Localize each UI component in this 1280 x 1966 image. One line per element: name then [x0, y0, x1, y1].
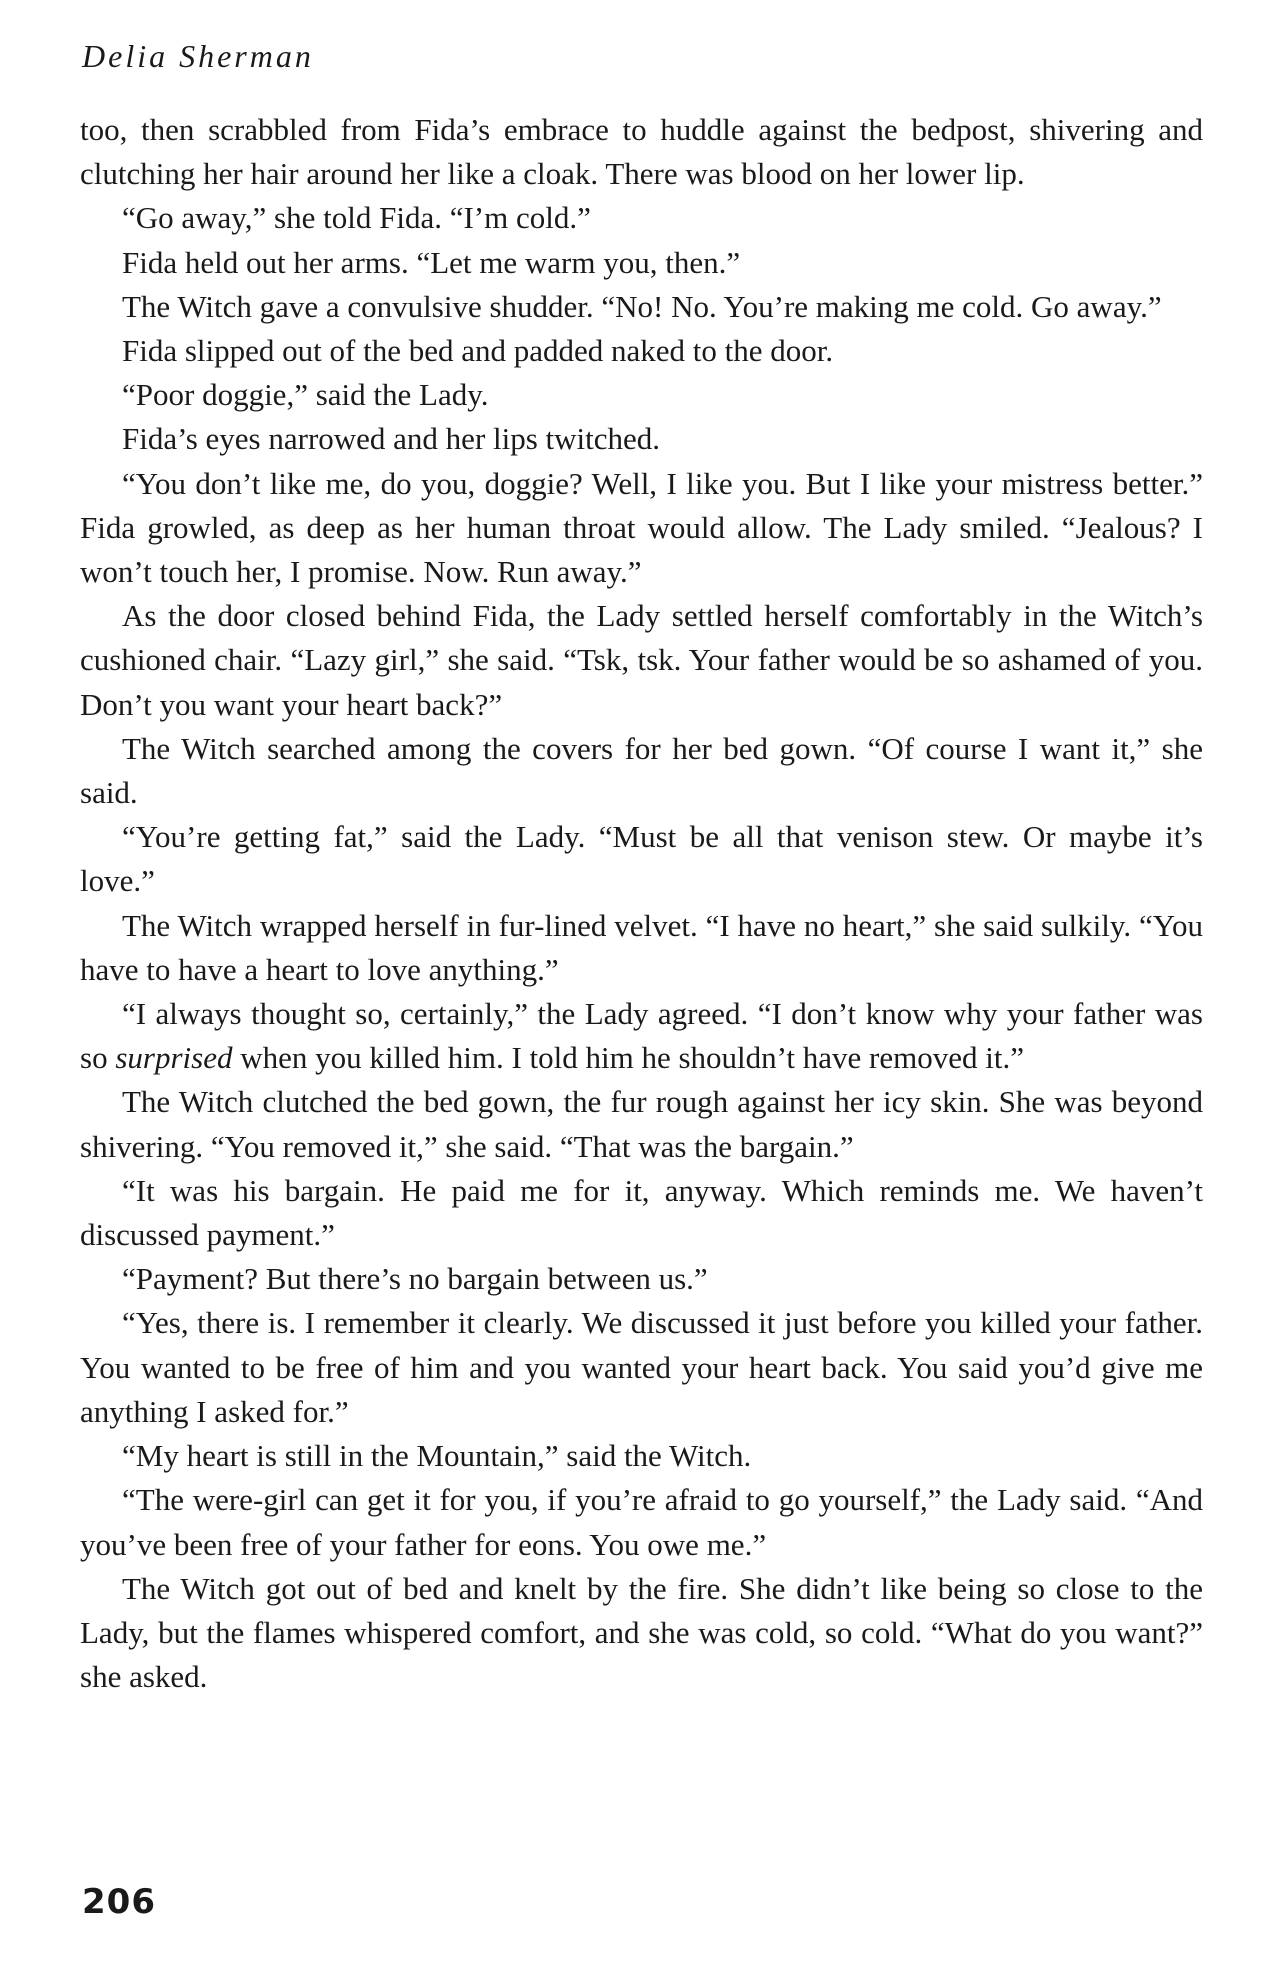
paragraph: “Poor doggie,” said the Lady.: [122, 377, 489, 413]
italic-emphasis: surprised: [115, 1040, 233, 1076]
paragraph: “My heart is still in the Mountain,” said the Witch.: [122, 1438, 752, 1474]
page-number: 206: [82, 1882, 156, 1922]
paragraph: As the door closed behind Fida, the Lady settled herself comfortably in the Witch’s cushioned chair. “Lazy girl,” she said. “Tsk, tsk. Your father would be so ashamed of you. Don’t you want your heart back?”: [80, 598, 1203, 722]
paragraph: “You’re getting fat,” said the Lady. “Must be all that venison stew. Or maybe it’s love.”: [80, 819, 1203, 899]
paragraph: “Yes, there is. I remember it clearly. We discussed it just before you killed your father. You wanted to be free of him and you wanted your heart back. You said you’d give me anything I asked for.”: [80, 1305, 1203, 1429]
paragraph-text: “I always thought so, certainly,” the Lady agreed. “I don’t know why your father was so: [80, 996, 1203, 1076]
paragraph: too, then scrabbled from Fida’s embrace to huddle against the bedpost, shivering and clutching her hair around her like a cloak. There was blood on her lower lip.: [80, 112, 1203, 192]
paragraph: Fida held out her arms. “Let me warm you, then.”: [122, 244, 741, 280]
paragraph: “Go away,” she told Fida. “I’m cold.”: [122, 200, 591, 236]
paragraph: “The were-girl can get it for you, if you’re afraid to go yourself,” the Lady said. “And you’ve been free of your father for eons. You owe me.”: [80, 1482, 1203, 1562]
paragraph: “You don’t like me, do you, doggie? Well, I like you. But I like your mistress better.” Fida growled, as deep as her human throat would allow. The Lady smiled. “Jealous? I won’t touch her, I promise. Now. Run away.”: [80, 465, 1203, 590]
paragraph: The Witch got out of bed and knelt by the fire. She didn’t like being so close to the Lady, but the flames whispered comfort, and she was cold, so cold. “What do you want?” she asked.: [80, 1570, 1203, 1695]
paragraph: The Witch gave a convulsive shudder. “No! No. You’re making me cold. Go away.”: [122, 288, 1162, 324]
paragraph: The Witch searched among the covers for her bed gown. “Of course I want it,” she said.: [80, 730, 1203, 811]
paragraph: Fida slipped out of the bed and padded naked to the door.: [122, 333, 834, 369]
paragraph: The Witch wrapped herself in fur-lined velvet. “I have no heart,” she said sulkily. “You have to have a heart to love anything.”: [80, 907, 1203, 987]
running-head: Delia Sherman: [82, 38, 314, 74]
paragraph: Fida’s eyes narrowed and her lips twitched.: [122, 421, 661, 457]
paragraph: [80, 992, 1203, 1080]
paragraph-text: when you killed him. I told him he shouldn’t have removed it.”: [232, 1040, 1024, 1076]
body-text: [80, 108, 1203, 1699]
paragraph: The Witch clutched the bed gown, the fur rough against her icy skin. She was beyond shivering. “You removed it,” she said. “That was the bargain.”: [80, 1084, 1203, 1164]
paragraph: “Payment? But there’s no bargain between us.”: [122, 1261, 708, 1297]
paragraph: “It was his bargain. He paid me for it, anyway. Which reminds me. We haven’t discussed payment.”: [80, 1172, 1203, 1253]
